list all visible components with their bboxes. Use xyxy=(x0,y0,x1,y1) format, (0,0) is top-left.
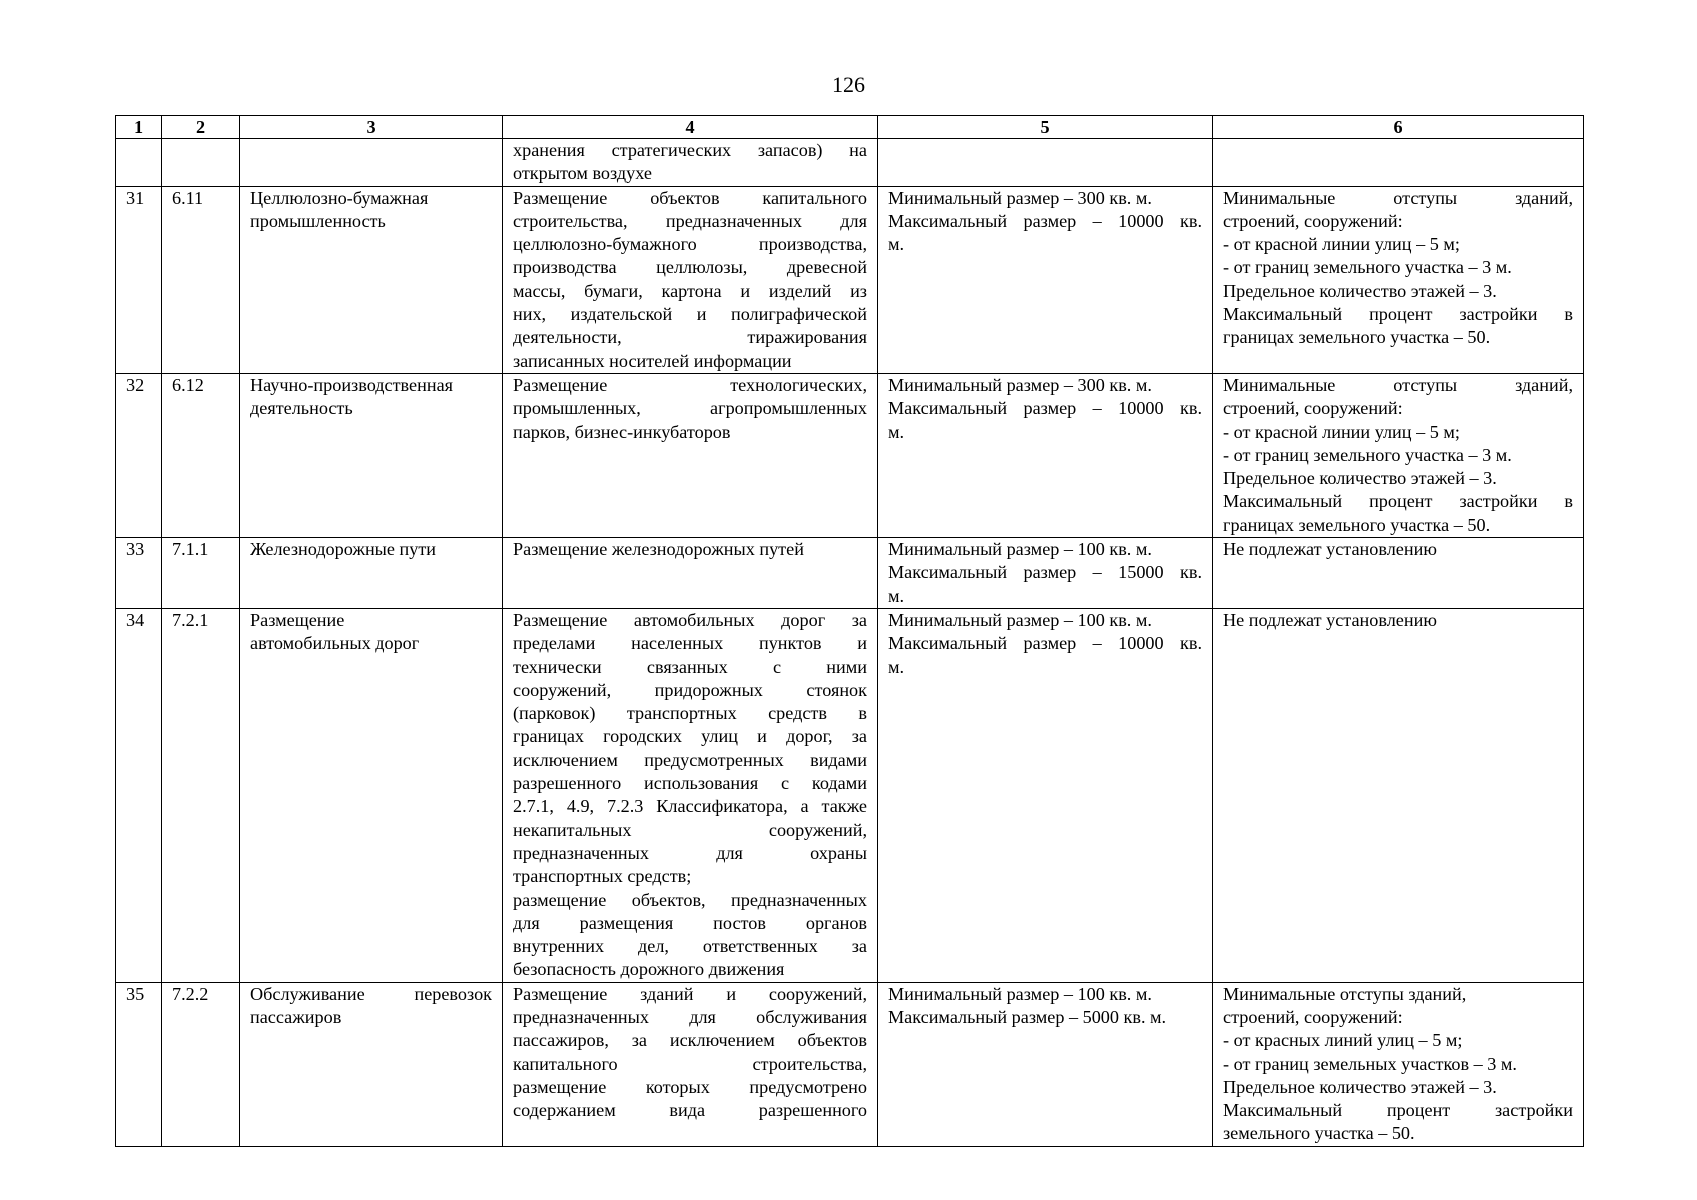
text-line: исключением предусмотренных видами xyxy=(513,749,867,770)
zoning-table xyxy=(115,115,1584,1147)
text-line: строений, сооружений: xyxy=(1223,398,1403,419)
text-line: Размещение технологических, xyxy=(513,374,867,395)
use-description-cell xyxy=(503,538,878,609)
text-line: Обслуживание перевозок xyxy=(250,983,492,1004)
text-line: пределами населенных пунктов и xyxy=(513,633,867,654)
plot-size-cell xyxy=(878,186,1213,373)
use-description-cell xyxy=(503,608,878,982)
text-line: Целлюлозно-бумажная xyxy=(250,187,429,208)
text-line: предназначенных для обслуживания xyxy=(513,1006,867,1027)
text-line: - от красных линий улиц – 5 м; xyxy=(1223,1030,1463,1051)
text-line: границах земельного участка – 50. xyxy=(1223,327,1491,348)
text-line: содержанием вида разрешенного xyxy=(513,1100,867,1121)
plot-size-cell xyxy=(878,538,1213,609)
build-parameters-cell xyxy=(1213,982,1584,1146)
text-line: размещение объектов, предназначенных xyxy=(513,889,867,910)
page-number: 126 xyxy=(832,72,865,97)
header-col-6: 6 xyxy=(1213,116,1584,139)
text-line: Минимальные отступы зданий, xyxy=(1223,983,1467,1004)
text-line: производства целлюлозы, древесной xyxy=(513,257,867,278)
row-number-cell: 31 xyxy=(116,186,162,373)
text-line: пассажиров, за исключением объектов xyxy=(513,1030,867,1051)
text-line: хранения стратегических запасов) на xyxy=(513,140,867,160)
text-line: сооружений, придорожных стоянок xyxy=(513,679,867,700)
text-line: м. xyxy=(888,585,905,606)
text-line: Минимальный размер – 100 кв. м. xyxy=(888,983,1152,1004)
classifier-code-cell: 7.1.1 xyxy=(162,538,240,609)
text-line: внутренних дел, ответственных за xyxy=(513,936,867,957)
classifier-code-cell: 6.12 xyxy=(162,373,240,537)
text-line: автомобильных дорог xyxy=(250,633,420,654)
header-row xyxy=(116,116,1584,139)
table-row xyxy=(116,373,1584,537)
use-description-cell xyxy=(503,982,878,1146)
text-line: Максимальный размер – 15000 кв. xyxy=(888,562,1202,583)
text-line: м. xyxy=(888,234,905,255)
text-line: строительства, предназначенных для xyxy=(513,210,867,231)
text-line: целлюлозно-бумажного производства, xyxy=(513,234,867,255)
text-line: некапитальных сооружений, xyxy=(513,819,867,840)
text-line: - от красной линии улиц – 5 м; xyxy=(1223,234,1460,255)
use-type-name-cell xyxy=(240,538,503,609)
use-type-name-cell xyxy=(240,139,503,187)
text-line: Максимальный процент застройки xyxy=(1223,1100,1573,1121)
use-description-cell xyxy=(503,186,878,373)
build-parameters-cell xyxy=(1213,373,1584,537)
table-body xyxy=(116,139,1584,1147)
classifier-code-cell: 6.11 xyxy=(162,186,240,373)
text-line: Минимальные отступы зданий, xyxy=(1223,374,1573,395)
text-line: Минимальный размер – 100 кв. м. xyxy=(888,609,1152,630)
text-line: Размещение xyxy=(250,609,345,630)
build-parameters-cell xyxy=(1213,139,1584,187)
build-parameters-cell xyxy=(1213,186,1584,373)
build-parameters-cell xyxy=(1213,608,1584,982)
text-line: Минимальный размер – 300 кв. м. xyxy=(888,374,1152,395)
text-line: Максимальный процент застройки в xyxy=(1223,491,1573,512)
table-row xyxy=(116,139,1584,187)
plot-size-cell xyxy=(878,373,1213,537)
text-line: м. xyxy=(888,421,905,442)
row-number-cell: 34 xyxy=(116,608,162,982)
text-line: транспортных средств; xyxy=(513,866,692,887)
text-line: Минимальные отступы зданий, xyxy=(1223,187,1573,208)
header-col-5: 5 xyxy=(878,116,1213,139)
text-line: них, издательской и полиграфической xyxy=(513,304,867,325)
text-line: деятельности, тиражирования xyxy=(513,327,867,348)
text-line: предназначенных для охраны xyxy=(513,842,867,863)
text-line: массы, бумаги, картона и изделий из xyxy=(513,280,867,301)
text-line: - от границ земельного участка – 3 м. xyxy=(1223,444,1512,465)
use-description-cell xyxy=(503,373,878,537)
use-description-cell xyxy=(503,139,878,187)
header-col-1: 1 xyxy=(116,116,162,139)
table-header xyxy=(116,116,1584,139)
text-line: разрешенного использования с кодами xyxy=(513,773,867,794)
text-line: строений, сооружений: xyxy=(1223,210,1403,231)
text-line: пассажиров xyxy=(250,1006,342,1027)
text-line: Научно-производственная xyxy=(250,374,454,395)
text-line: для размещения постов органов xyxy=(513,912,867,933)
text-line: промышленность xyxy=(250,210,386,231)
table-row xyxy=(116,538,1584,609)
text-line: Не подлежат установлению xyxy=(1223,539,1437,560)
classifier-code-cell xyxy=(162,139,240,187)
row-number-cell: 33 xyxy=(116,538,162,609)
plot-size-cell xyxy=(878,139,1213,187)
text-line: Минимальный размер – 300 кв. м. xyxy=(888,187,1152,208)
text-line: Размещение зданий и сооружений, xyxy=(513,983,867,1004)
text-line: технически связанных с ними xyxy=(513,656,867,677)
use-type-name-cell xyxy=(240,186,503,373)
text-line: промышленных, агропромышленных xyxy=(513,398,867,419)
text-line: 2.7.1, 4.9, 7.2.3 Классификатора, а также xyxy=(513,796,867,817)
text-line: - от границ земельных участков – 3 м. xyxy=(1223,1053,1517,1074)
text-line: безопасность дорожного движения xyxy=(513,959,785,980)
text-line: Железнодорожные пути xyxy=(250,539,437,560)
table-row xyxy=(116,982,1584,1146)
text-line: (парковок) транспортных средств в xyxy=(513,703,867,724)
plot-size-cell xyxy=(878,982,1213,1146)
row-number-cell: 35 xyxy=(116,982,162,1146)
text-line: Максимальный размер – 10000 кв. xyxy=(888,398,1202,419)
text-line: - от границ земельного участка – 3 м. xyxy=(1223,257,1512,278)
text-line: парков, бизнес-инкубаторов xyxy=(513,421,731,442)
text-line: Максимальный процент застройки в xyxy=(1223,304,1573,325)
text-line: границах городских улиц и дорог, за xyxy=(513,726,867,747)
text-line: Размещение железнодорожных путей xyxy=(513,539,804,560)
table-row xyxy=(116,186,1584,373)
text-line: - от красной линии улиц – 5 м; xyxy=(1223,421,1460,442)
text-line: Предельное количество этажей – 3. xyxy=(1223,280,1497,301)
classifier-code-cell: 7.2.1 xyxy=(162,608,240,982)
plot-size-cell xyxy=(878,608,1213,982)
row-number-cell xyxy=(116,139,162,187)
table-row xyxy=(116,608,1584,982)
text-line: размещение которых предусмотрено xyxy=(513,1076,867,1097)
text-line: Максимальный размер – 10000 кв. xyxy=(888,633,1202,654)
text-line: Размещение автомобильных дорог за xyxy=(513,609,867,630)
text-line: земельного участка – 50. xyxy=(1223,1123,1415,1144)
text-line: строений, сооружений: xyxy=(1223,1006,1403,1027)
text-line: записанных носителей информации xyxy=(513,350,792,371)
classifier-code-cell: 7.2.2 xyxy=(162,982,240,1146)
text-line: открытом воздухе xyxy=(513,163,652,184)
text-line: Предельное количество этажей – 3. xyxy=(1223,1076,1497,1097)
text-line: Размещение объектов капитального xyxy=(513,187,867,208)
text-line: Максимальный размер – 5000 кв. м. xyxy=(888,1006,1167,1027)
row-number-cell: 32 xyxy=(116,373,162,537)
text-line: Максимальный размер – 10000 кв. xyxy=(888,210,1202,231)
header-col-2: 2 xyxy=(162,116,240,139)
text-line: м. xyxy=(888,656,905,677)
use-type-name-cell xyxy=(240,982,503,1146)
text-line: границах земельного участка – 50. xyxy=(1223,514,1491,535)
header-col-3: 3 xyxy=(240,116,503,139)
text-line: Минимальный размер – 100 кв. м. xyxy=(888,539,1152,560)
text-line: Предельное количество этажей – 3. xyxy=(1223,468,1497,489)
text-line: капитального строительства, xyxy=(513,1053,867,1074)
use-type-name-cell xyxy=(240,373,503,537)
text-line: деятельность xyxy=(250,398,353,419)
use-type-name-cell xyxy=(240,608,503,982)
text-line: Не подлежат установлению xyxy=(1223,609,1437,630)
build-parameters-cell xyxy=(1213,538,1584,609)
header-col-4: 4 xyxy=(503,116,878,139)
